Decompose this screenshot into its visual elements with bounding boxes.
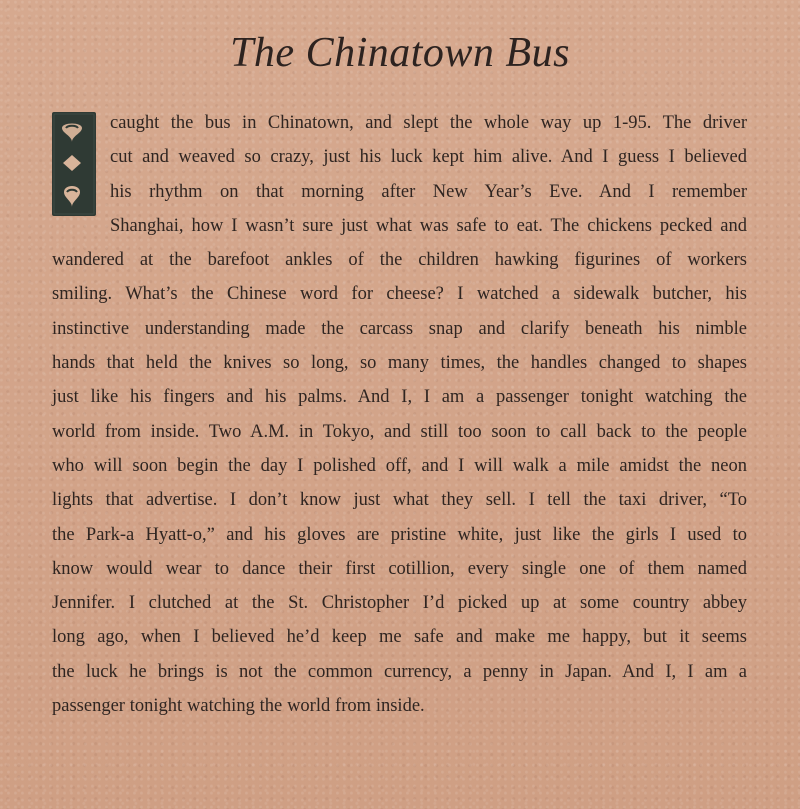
text-line-5: wandered at the barefoot ankles of the children hawking figurines of workers [52,250,747,271]
drop-cap-ornament [44,112,102,218]
page-title: The Chinatown Bus [230,30,570,76]
text-line-9: just like his fingers and his palms. And I, I am a passenger tonight watching the [52,387,747,408]
text-line-10: world from inside. Two A.M. in Tokyo, and still too soon to call back to the people [52,421,747,442]
text-line-14: know would wear to dance their first cotillion, every single one of them named [52,558,747,579]
text-line-13: the Park-a Hyatt-o,” and his gloves are pristine white, just like the girls I used to [52,524,747,545]
text-line-4: Shanghai, how I wasn’t sure just what was safe to eat. The chickens pecked and [110,215,747,236]
text-line-8: hands that held the knives so long, so many times, the handles changed to shapes [52,353,747,374]
text-line-12: lights that advertise. I don’t know just what they sell. I tell the taxi driver, “To [52,490,747,511]
text-line-16: long ago, when I believed he’d keep me safe and make me happy, but it seems [52,627,747,648]
text-line-15: Jennifer. I clutched at the St. Christopher I’d picked up at some country abbey [52,593,747,614]
text-line-7: instinctive understanding made the carcass snap and clarify beneath his nimble [52,318,747,339]
text-line-18: passenger tonight watching the world from inside. [52,696,425,717]
text-line-11: who will soon begin the day I polished off, and I will walk a mile amidst the neon [52,455,747,476]
text-line-6: smiling. What’s the Chinese word for cheese? I watched a sidewalk butcher, his [52,284,747,305]
text-line-1: caught the bus in Chinatown, and slept the whole way up 1-95. The driver [110,113,747,133]
text-line-17: the luck he brings is not the common currency, a penny in Japan. And I, I am a [52,661,747,682]
lyrics-text-block [52,106,747,723]
text-line-3: his rhythm on that morning after New Year’s Eve. And I remember [110,181,747,202]
text-line-2: cut and weaved so crazy, just his luck kept him alive. And I guess I believed [110,147,747,168]
